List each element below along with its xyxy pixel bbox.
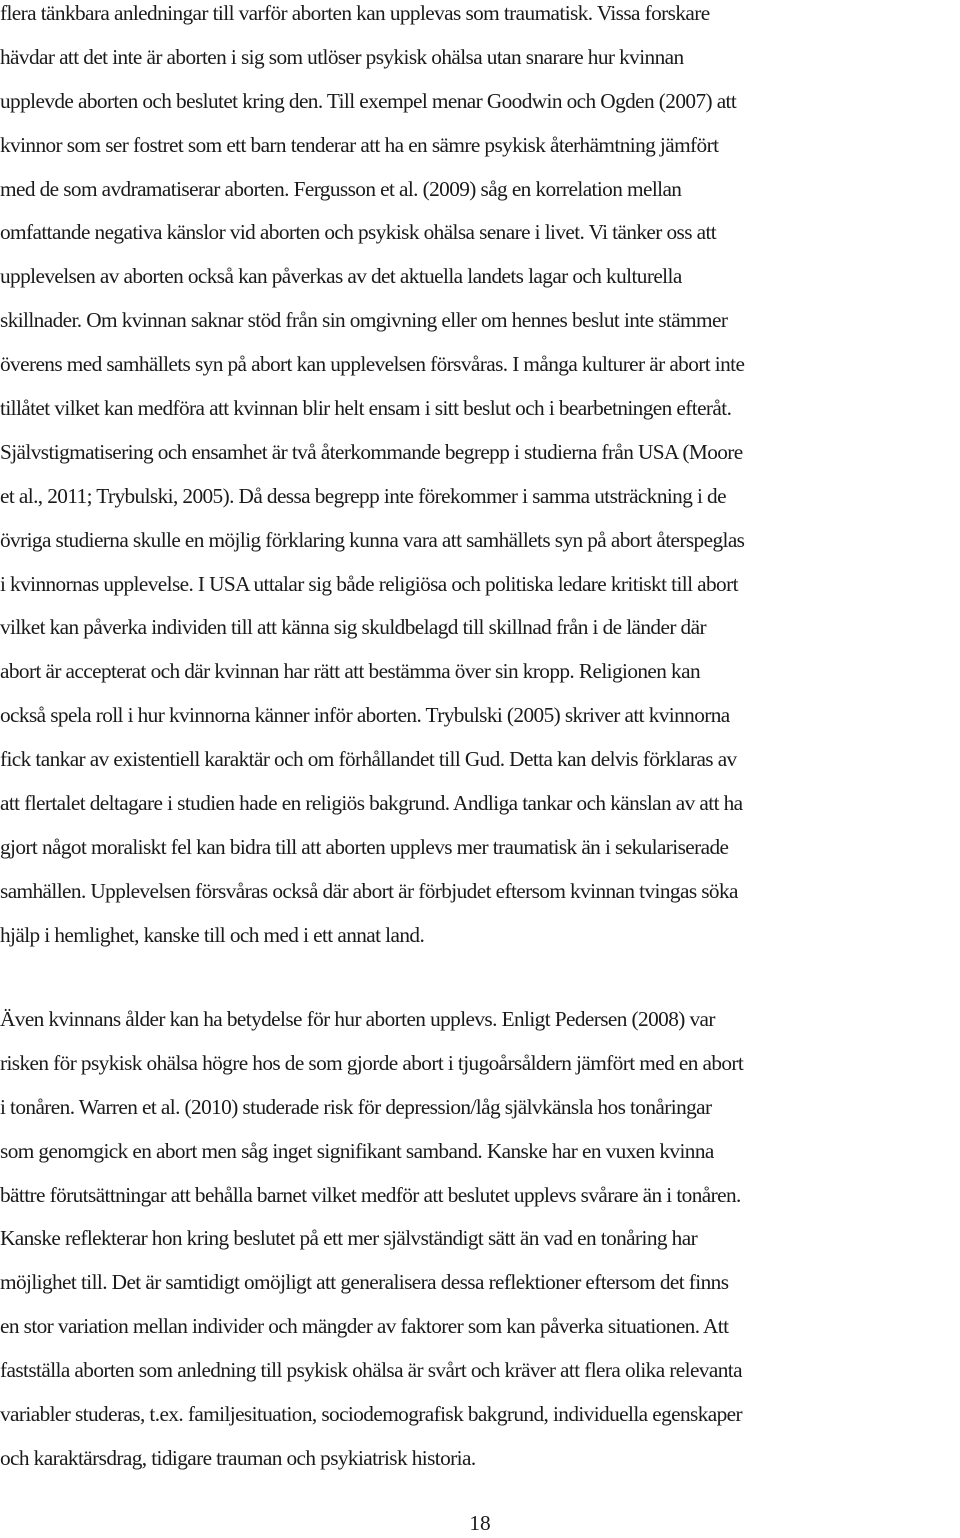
text-line: också spela roll i hur kvinnorna känner inför aborten. Trybulski (2005) skriver att kvinnorna	[0, 703, 730, 728]
text-line: bättre förutsättningar att behålla barnet vilket medför att beslutet upplevs svårare än i tonåren.	[0, 1182, 741, 1207]
text-line: med de som avdramatiserar aborten. Fergusson et al. (2009) såg en korrelation mellan	[0, 176, 682, 201]
text-line: vilket kan påverka individen till att känna sig skuldbelagd till skillnad från i de länder där	[0, 615, 706, 640]
text-line: Kanske reflekterar hon kring beslutet på ett mer självständigt sätt än vad en tonåring har	[0, 1226, 698, 1251]
text-line: som genomgick en abort men såg inget signifikant samband. Kanske har en vuxen kvinna	[0, 1138, 714, 1163]
text-line: risken för psykisk ohälsa högre hos de som gjorde abort i tjugoårsåldern jämfört med en abort	[0, 1050, 744, 1075]
text-line: en stor variation mellan individer och mängder av faktorer som kan påverka situationen. Att	[0, 1314, 729, 1339]
text-line: upplevelsen av aborten också kan påverkas av det aktuella landets lagar och kulturella	[0, 264, 682, 289]
text-line: tillåtet vilket kan medföra att kvinnan blir helt ensam i sitt beslut och i bearbetningen efteråt.	[0, 396, 732, 421]
text-line: Även kvinnans ålder kan ha betydelse för hur aborten upplevs. Enligt Pedersen (2008) var	[0, 1007, 715, 1031]
text-line: att flertalet deltagare i studien hade en religiös bakgrund. Andliga tankar och känslan av att ha	[0, 791, 743, 816]
text-line: hävdar att det inte är aborten i sig som utlöser psykisk ohälsa utan snarare hur kvinnan	[0, 44, 684, 69]
text-line: möjlighet till. Det är samtidigt omöjligt att generalisera dessa reflektioner eftersom det finns	[0, 1270, 729, 1295]
text-line: hjälp i hemlighet, kanske till och med i ett annat land.	[0, 922, 425, 947]
text-line: fick tankar av existentiell karaktär och om förhållandet till Gud. Detta kan delvis förklaras av	[0, 747, 737, 772]
text-line: upplevde aborten och beslutet kring den. Till exempel menar Goodwin och Ogden (2007) att	[0, 88, 737, 113]
text-line: kvinnor som ser fostret som ett barn tenderar att ha en sämre psykisk återhämtning jämfört	[0, 132, 719, 157]
body-paragraph	[0, 998, 960, 1481]
text-line: gjort något moraliskt fel kan bidra till att aborten upplevs mer traumatisk än i sekulariserade	[0, 834, 729, 859]
text-line: et al., 2011; Trybulski, 2005). Då dessa begrepp inte förekommer i samma utsträckning i de	[0, 483, 726, 508]
text-line: fastställa aborten som anledning till psykisk ohälsa är svårt och kräver att flera olika relevanta	[0, 1358, 742, 1383]
text-line: variabler studeras, t.ex. familjesituation, sociodemografisk bakgrund, individuella egenskaper	[0, 1402, 742, 1427]
text-line: övriga studierna skulle en möjlig förklaring kunna vara att samhällets syn på abort återspeglas	[0, 527, 745, 552]
text-line: omfattande negativa känslor vid aborten och psykisk ohälsa senare i livet. Vi tänker oss att	[0, 220, 717, 245]
text-line: i tonåren. Warren et al. (2010) studerade risk för depression/låg självkänsla hos tonåringar	[0, 1094, 712, 1119]
text-line: flera tänkbara anledningar till varför aborten kan upplevas som traumatisk. Vissa forskare	[0, 1, 710, 25]
page-number: 18	[469, 1511, 491, 1535]
text-line: abort är accepterat och där kvinnan har rätt att bestämma över sin kropp. Religionen kan	[0, 659, 700, 684]
text-line: Självstigmatisering och ensamhet är två återkommande begrepp i studierna från USA (Moore	[0, 439, 743, 464]
text-line: skillnader. Om kvinnan saknar stöd från sin omgivning eller om hennes beslut inte stämmer	[0, 308, 728, 333]
text-line: samhällen. Upplevelsen försvåras också där abort är förbjudet eftersom kvinnan tvingas söka	[0, 878, 738, 903]
text-line: i kvinnornas upplevelse. I USA uttalar sig både religiösa och politiska ledare kritiskt till abort	[0, 571, 738, 596]
text-line: och karaktärsdrag, tidigare trauman och psykiatrisk historia.	[0, 1445, 476, 1470]
text-line: överens med samhällets syn på abort kan upplevelsen försvåras. I många kulturer är abort inte	[0, 352, 745, 377]
